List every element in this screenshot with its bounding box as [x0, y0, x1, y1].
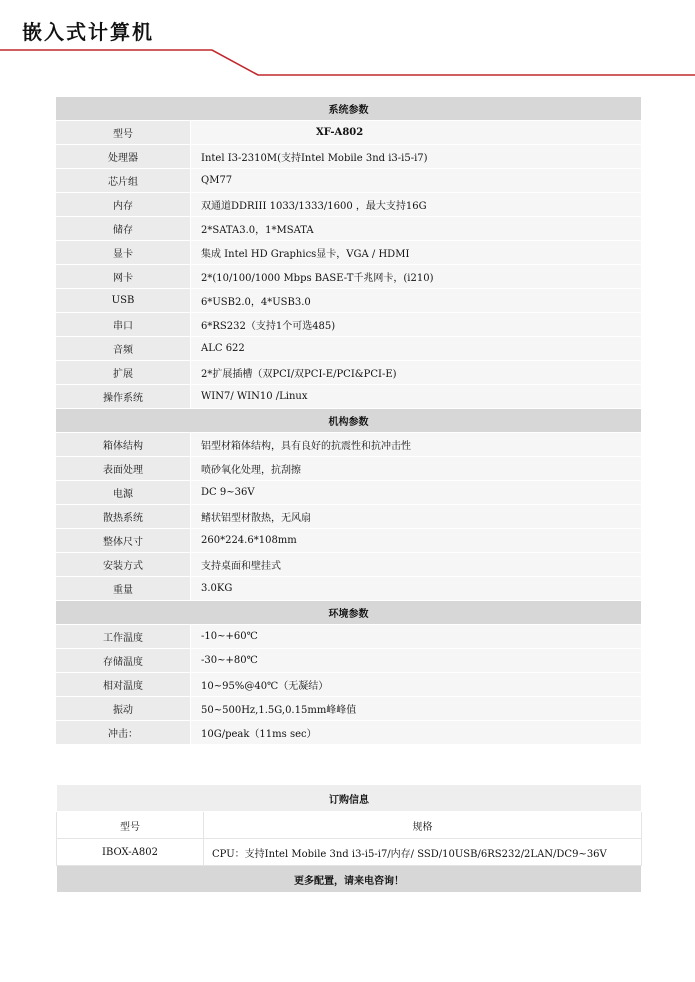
spec-value: 鳍状铝型材散热，无风扇	[191, 505, 642, 529]
spec-row	[56, 529, 642, 553]
spec-label: 扩展	[56, 361, 191, 385]
spec-label: 整体尺寸	[56, 529, 191, 553]
spec-value: 喷砂氧化处理，抗刮擦	[191, 457, 642, 481]
spec-row	[56, 241, 642, 265]
spec-label: 储存	[56, 217, 191, 241]
spec-label: 音频	[56, 337, 191, 361]
spec-label: 电源	[56, 481, 191, 505]
order-item-model: IBOX-A802	[57, 839, 204, 866]
spec-value: 50~500Hz,1.5G,0.15mm峰峰值	[191, 697, 642, 721]
spec-label: 存储温度	[56, 649, 191, 673]
spec-value: 双通道DDRIII 1033/1333/1600 ，最大支持16G	[191, 193, 642, 217]
spec-value: Intel I3-2310M(支持Intel Mobile 3nd i3-i5-i7)	[191, 145, 642, 169]
spec-label: 冲击：	[56, 721, 191, 745]
spec-value: QM77	[191, 169, 642, 193]
spec-label: 箱体结构	[56, 433, 191, 457]
spec-label: 网卡	[56, 265, 191, 289]
order-title-row	[57, 785, 642, 812]
section-header-row	[56, 409, 642, 433]
spec-value: 10~95%@40℃（无凝结）	[191, 673, 642, 697]
spec-label: 型号	[56, 121, 191, 145]
spec-label: 处理器	[56, 145, 191, 169]
order-col-spec-header: 规格	[204, 812, 642, 839]
spec-table-body	[56, 97, 642, 745]
spec-row	[56, 217, 642, 241]
spec-label: USB	[56, 289, 191, 313]
spec-row	[56, 361, 642, 385]
spec-label: 表面处理	[56, 457, 191, 481]
spec-row	[56, 433, 642, 457]
order-title: 订购信息	[57, 785, 642, 812]
spec-row	[56, 313, 642, 337]
spec-table	[55, 96, 642, 745]
section-title: 机构参数	[56, 409, 642, 433]
spec-value: 2*SATA3.0，1*MSATA	[191, 217, 642, 241]
spec-value: 260*224.6*108mm	[191, 529, 642, 553]
spec-value: 2*(10/100/1000 Mbps BASE-T千兆网卡，(i210)	[191, 265, 642, 289]
spec-value: 6*USB2.0，4*USB3.0	[191, 289, 642, 313]
spec-value: 2*扩展插槽（双PCI/双PCI-E/PCI&PCI-E)	[191, 361, 642, 385]
spec-label: 振动	[56, 697, 191, 721]
order-item-row	[57, 839, 642, 866]
spec-value: WIN7/ WIN10 /Linux	[191, 385, 642, 409]
spec-value: 铝型材箱体结构，具有良好的抗震性和抗冲击性	[191, 433, 642, 457]
order-item-spec: CPU：支持Intel Mobile 3nd i3-i5-i7/内存/ SSD/10USB/6RS232/2LAN/DC9~36V	[204, 839, 642, 866]
spec-row	[56, 721, 642, 745]
spec-label: 内存	[56, 193, 191, 217]
spec-row	[56, 577, 642, 601]
section-header-row	[56, 97, 642, 121]
spec-row	[56, 169, 642, 193]
order-col-model-header: 型号	[57, 812, 204, 839]
spec-value: 集成 Intel HD Graphics显卡，VGA / HDMI	[191, 241, 642, 265]
spec-row	[56, 481, 642, 505]
section-title: 系统参数	[56, 97, 642, 121]
spec-row	[56, 697, 642, 721]
section-header-row	[56, 601, 642, 625]
spec-value: ALC 622	[191, 337, 642, 361]
spec-row	[56, 193, 642, 217]
spec-row	[56, 649, 642, 673]
spec-value: XF-A802	[191, 121, 642, 145]
spec-row	[56, 553, 642, 577]
spec-row	[56, 385, 642, 409]
order-footer: 更多配置，请来电咨询！	[57, 866, 642, 893]
page-title: 嵌入式计算机	[22, 20, 154, 44]
spec-row	[56, 673, 642, 697]
header-rule-line	[0, 50, 695, 75]
spec-row	[56, 337, 642, 361]
spec-label: 工作温度	[56, 625, 191, 649]
spec-value: 3.0KG	[191, 577, 642, 601]
spec-label: 相对温度	[56, 673, 191, 697]
spec-row	[56, 457, 642, 481]
spec-label: 操作系统	[56, 385, 191, 409]
spec-value: 支持桌面和壁挂式	[191, 553, 642, 577]
order-footer-row	[57, 866, 642, 893]
spec-label: 芯片组	[56, 169, 191, 193]
spec-row	[56, 265, 642, 289]
spec-value: 6*RS232（支持1个可选485)	[191, 313, 642, 337]
order-table	[56, 784, 642, 893]
spec-label: 安装方式	[56, 553, 191, 577]
spec-row	[56, 625, 642, 649]
spec-value: 10G/peak（11ms sec）	[191, 721, 642, 745]
spec-row	[56, 505, 642, 529]
spec-label: 串口	[56, 313, 191, 337]
spec-value: DC 9~36V	[191, 481, 642, 505]
spec-row	[56, 145, 642, 169]
spec-value: -10~+60℃	[191, 625, 642, 649]
section-title: 环境参数	[56, 601, 642, 625]
spec-value: -30~+80℃	[191, 649, 642, 673]
header-rule	[0, 44, 695, 80]
order-header-row	[57, 812, 642, 839]
spec-row	[56, 121, 642, 145]
spec-label: 散热系统	[56, 505, 191, 529]
spec-label: 显卡	[56, 241, 191, 265]
spec-label: 重量	[56, 577, 191, 601]
spec-row	[56, 289, 642, 313]
